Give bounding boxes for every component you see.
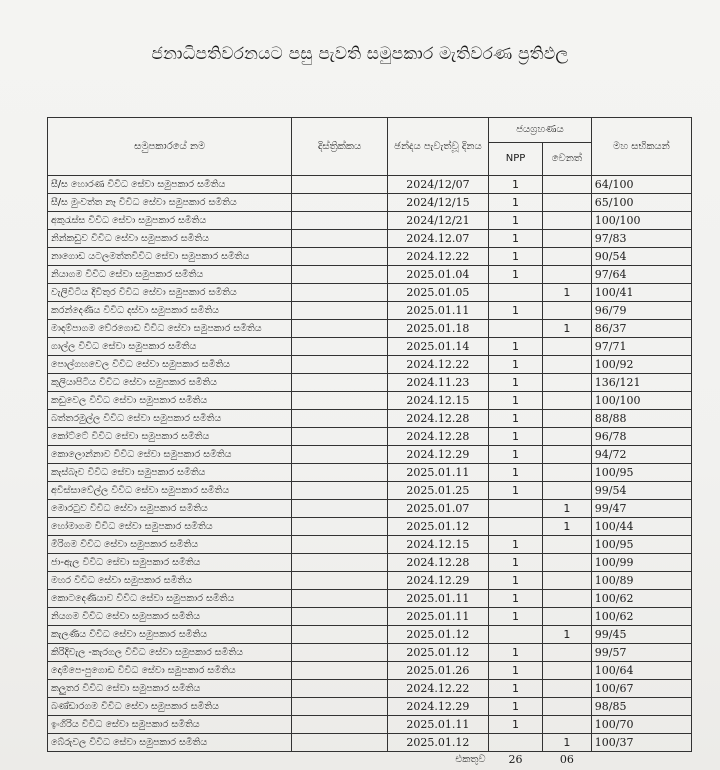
cell-district <box>292 284 387 302</box>
table-row <box>48 176 692 194</box>
cell-name: බණ්ඩාරගම විවිධ සේවා සමුපකාර සමිතිය <box>48 698 292 716</box>
cell-score: 90/54 <box>591 248 691 266</box>
cell-npp <box>489 734 543 752</box>
cell-name: කොලොන්නාව විවිධ සේවා සමුපකාර සමිතිය <box>48 446 292 464</box>
table-row <box>48 464 692 482</box>
cell-name: කලුතර විවිධ සේවා සමුපකාර සමිතිය <box>48 680 292 698</box>
cell-district <box>292 338 387 356</box>
cell-score: 88/88 <box>591 410 691 428</box>
cell-date: 2024.12.28 <box>387 410 488 428</box>
cell-district <box>292 230 387 248</box>
cell-name: මහර විවිධ සේවා සමුපකාර සමිතිය <box>48 572 292 590</box>
cell-score: 97/71 <box>591 338 691 356</box>
table-row <box>48 680 692 698</box>
cell-score: 100/92 <box>591 356 691 374</box>
cell-npp: 1 <box>489 392 543 410</box>
cell-date: 2025.01.11 <box>387 608 488 626</box>
cell-other <box>542 446 591 464</box>
cell-npp <box>489 518 543 536</box>
header-date: ඡන්දය පැවැත්වූ දිනය <box>387 118 488 176</box>
table-row <box>48 338 692 356</box>
cell-score: 99/57 <box>591 644 691 662</box>
cell-npp: 1 <box>489 176 543 194</box>
cell-other <box>542 410 591 428</box>
table-row <box>48 608 692 626</box>
cell-name: කඩුවෙල විවිධ සේවා සමුපකාර සමිතිය <box>48 392 292 410</box>
cell-name: පොල්ගහවෙල විවිධ සේවා සමුපකාර සමිතිය <box>48 356 292 374</box>
cell-score: 100/62 <box>591 590 691 608</box>
cell-date: 2024/12/21 <box>387 212 488 230</box>
cell-date: 2024.12.29 <box>387 698 488 716</box>
table-row <box>48 248 692 266</box>
cell-npp: 1 <box>489 698 543 716</box>
cell-name: කරන්දෙණිය විවිධ දස්වා සමුපකාර සමිතිය <box>48 302 292 320</box>
cell-other <box>542 176 591 194</box>
cell-district <box>292 572 387 590</box>
cell-district <box>292 194 387 212</box>
cell-name: නියගම විවිධ සේවා සමුපකාර සමිතිය <box>48 608 292 626</box>
cell-district <box>292 716 387 734</box>
cell-other <box>542 482 591 500</box>
cell-other <box>542 212 591 230</box>
header-other: වෙනත් <box>542 143 591 176</box>
cell-date: 2024.12.15 <box>387 392 488 410</box>
cell-date: 2025.01.04 <box>387 266 488 284</box>
cell-name: බේරුවල විවිධ සේවා සමුපකාර සමිතිය <box>48 734 292 752</box>
table-row <box>48 266 692 284</box>
cell-score: 100/67 <box>591 680 691 698</box>
cell-other <box>542 698 591 716</box>
header-wins: ජයග්‍රහණය <box>489 118 592 143</box>
cell-npp: 1 <box>489 572 543 590</box>
header-district: දිස්ත්‍රික්කය <box>292 118 387 176</box>
cell-name: හෝමාගම විවිධ සේවා සමුපකාර සමිතිය <box>48 518 292 536</box>
cell-npp: 1 <box>489 266 543 284</box>
cell-district <box>292 464 387 482</box>
cell-npp: 1 <box>489 662 543 680</box>
table-row <box>48 626 692 644</box>
cell-name: කුලියාපිටිය විවිධ සේවා සමුපකාර සමිතිය <box>48 374 292 392</box>
table-row <box>48 410 692 428</box>
cell-district <box>292 302 387 320</box>
cell-score: 65/100 <box>591 194 691 212</box>
cell-district <box>292 392 387 410</box>
cell-name: කැස්බෑව විවිධ සේවා සමුපකාර සමිතිය <box>48 464 292 482</box>
cell-score: 99/45 <box>591 626 691 644</box>
cell-name: මොරටුව විවිධ සේවා සමුපකාර සමිතිය <box>48 500 292 518</box>
table-body <box>48 176 692 752</box>
totals-other: 06 <box>559 753 574 766</box>
cell-score: 96/78 <box>591 428 691 446</box>
cell-other <box>542 374 591 392</box>
cell-name: කැලණිය විවිධ සේවා සමුපකාර සමිතිය <box>48 626 292 644</box>
cell-other <box>542 554 591 572</box>
totals-row <box>48 752 692 769</box>
cell-other <box>542 302 591 320</box>
header-score: මහ සභිකයන් <box>591 118 691 176</box>
cell-other <box>542 644 591 662</box>
cell-name: මීරිගම විවිධ සේවා සමුපකාර සමිතිය <box>48 536 292 554</box>
cell-name: කිරිදිවැල -කැරගල විවිධ සේවා සමුපකාර සමිතිය <box>48 644 292 662</box>
cell-npp: 1 <box>489 680 543 698</box>
cell-other <box>542 716 591 734</box>
cell-district <box>292 698 387 716</box>
cell-npp: 1 <box>489 374 543 392</box>
cell-npp: 1 <box>489 212 543 230</box>
cell-district <box>292 554 387 572</box>
cell-name: සී/ස හොරණ විවිධ සේවා සමුපකාර සමිතිය <box>48 176 292 194</box>
cell-other <box>542 248 591 266</box>
cell-npp: 1 <box>489 230 543 248</box>
cell-date: 2025.01.12 <box>387 518 488 536</box>
cell-district <box>292 518 387 536</box>
cell-score: 99/54 <box>591 482 691 500</box>
cell-score: 100/95 <box>591 464 691 482</box>
cell-district <box>292 626 387 644</box>
table-row <box>48 554 692 572</box>
cell-date: 2025.01.12 <box>387 626 488 644</box>
cell-score: 100/41 <box>591 284 691 302</box>
cell-date: 2025.01.11 <box>387 716 488 734</box>
table-row <box>48 320 692 338</box>
cell-npp: 1 <box>489 536 543 554</box>
cell-district <box>292 212 387 230</box>
cell-other: 1 <box>542 518 591 536</box>
cell-npp: 1 <box>489 446 543 464</box>
cell-date: 2025.01.12 <box>387 734 488 752</box>
cell-date: 2025.01.25 <box>387 482 488 500</box>
cell-score: 99/47 <box>591 500 691 518</box>
cell-name: දොම්පෙ-පුගොඩ විවිධ සේවා සමුපකාර සමිතිය <box>48 662 292 680</box>
cell-date: 2024.12.07 <box>387 230 488 248</box>
cell-other <box>542 230 591 248</box>
cell-npp: 1 <box>489 410 543 428</box>
table-row <box>48 194 692 212</box>
cell-date: 2025.01.18 <box>387 320 488 338</box>
cell-npp: 1 <box>489 644 543 662</box>
cell-date: 2024.12.29 <box>387 572 488 590</box>
cell-name: බත්තරමුල්ල විවිධ සේවා සමුපකාර සමිතිය <box>48 410 292 428</box>
cell-district <box>292 428 387 446</box>
table-row <box>48 734 692 752</box>
table-row <box>48 212 692 230</box>
table-row <box>48 572 692 590</box>
cell-district <box>292 248 387 266</box>
cell-name: ගාල්ල විවිධ සේවා සමුපකාර සමිතිය <box>48 338 292 356</box>
cell-name: ජා-ඇල විවිධ සේවා සමුපකාර සමිතිය <box>48 554 292 572</box>
cell-score: 100/37 <box>591 734 691 752</box>
cell-npp: 1 <box>489 338 543 356</box>
cell-score: 100/100 <box>591 212 691 230</box>
cell-date: 2024/12/07 <box>387 176 488 194</box>
cell-score: 94/72 <box>591 446 691 464</box>
header-row <box>48 118 692 143</box>
cell-other <box>542 662 591 680</box>
table-row <box>48 284 692 302</box>
cell-other <box>542 590 591 608</box>
cell-district <box>292 536 387 554</box>
cell-date: 2024.12.29 <box>387 446 488 464</box>
cell-npp: 1 <box>489 554 543 572</box>
cell-district <box>292 500 387 518</box>
table-row <box>48 374 692 392</box>
totals-npp: 26 <box>508 753 523 766</box>
cell-npp: 1 <box>489 608 543 626</box>
cell-other <box>542 536 591 554</box>
cell-district <box>292 482 387 500</box>
table-row <box>48 500 692 518</box>
cell-other <box>542 338 591 356</box>
cell-other <box>542 356 591 374</box>
cell-name: වැලිවිටිය දිවිතුර විවිධ සේවා සමුපකාර සමිතිය <box>48 284 292 302</box>
cell-npp: 1 <box>489 482 543 500</box>
header-name: සමුපකාරයේ නම <box>48 118 292 176</box>
cell-npp <box>489 320 543 338</box>
cell-name: අවිස්සාවේල්ල විවිධ සේවා සමුපකාර සමිතිය <box>48 482 292 500</box>
cell-date: 2025.01.11 <box>387 302 488 320</box>
cell-date: 2025.01.11 <box>387 464 488 482</box>
cell-district <box>292 446 387 464</box>
cell-name: කොටදෙණියාව විවිධ සේවා සමුපකාර සමිතිය <box>48 590 292 608</box>
cell-date: 2025.01.14 <box>387 338 488 356</box>
cell-other <box>542 680 591 698</box>
table-row <box>48 698 692 716</box>
table-row <box>48 644 692 662</box>
cell-other <box>542 464 591 482</box>
table-row <box>48 590 692 608</box>
cell-district <box>292 644 387 662</box>
cell-district <box>292 680 387 698</box>
cell-other <box>542 392 591 410</box>
cell-other <box>542 266 591 284</box>
table-row <box>48 230 692 248</box>
cell-name: කෝට්ටේ විවිධ සේවා සමුපකාර සමිතිය <box>48 428 292 446</box>
cell-date: 2024.12.22 <box>387 248 488 266</box>
cell-score: 136/121 <box>591 374 691 392</box>
cell-other: 1 <box>542 320 591 338</box>
cell-district <box>292 590 387 608</box>
cell-date: 2024.12.15 <box>387 536 488 554</box>
page-title: ජනාධිපතිවරනයට පසු පැවති සමුපකාර මැතිවරණ ප්‍රතිඵල <box>151 44 569 64</box>
cell-other <box>542 428 591 446</box>
table-row <box>48 482 692 500</box>
table-row <box>48 716 692 734</box>
cell-date: 2024.12.28 <box>387 428 488 446</box>
cell-other <box>542 572 591 590</box>
table-row <box>48 428 692 446</box>
cell-score: 100/95 <box>591 536 691 554</box>
cell-date: 2024.12.22 <box>387 356 488 374</box>
results-table <box>47 117 692 768</box>
cell-district <box>292 662 387 680</box>
cell-npp: 1 <box>489 356 543 374</box>
cell-district <box>292 734 387 752</box>
cell-score: 100/62 <box>591 608 691 626</box>
cell-npp <box>489 284 543 302</box>
cell-date: 2024.11.23 <box>387 374 488 392</box>
cell-other <box>542 194 591 212</box>
table-row <box>48 392 692 410</box>
cell-name: නින්කඩුව විවිධ සේවා සමුපකාර සමිතිය <box>48 230 292 248</box>
cell-date: 2025.01.05 <box>387 284 488 302</box>
cell-npp: 1 <box>489 428 543 446</box>
header-npp: NPP <box>489 143 543 176</box>
cell-district <box>292 266 387 284</box>
cell-score: 86/37 <box>591 320 691 338</box>
cell-date: 2025.01.12 <box>387 644 488 662</box>
cell-other: 1 <box>542 626 591 644</box>
cell-district <box>292 374 387 392</box>
cell-date: 2025.01.07 <box>387 500 488 518</box>
cell-score: 100/64 <box>591 662 691 680</box>
table-row <box>48 446 692 464</box>
cell-npp: 1 <box>489 716 543 734</box>
cell-score: 100/100 <box>591 392 691 410</box>
cell-npp: 1 <box>489 590 543 608</box>
cell-score: 64/100 <box>591 176 691 194</box>
cell-date: 2024.12.22 <box>387 680 488 698</box>
cell-npp: 1 <box>489 194 543 212</box>
cell-district <box>292 320 387 338</box>
totals-label: එකතුව <box>455 754 486 765</box>
cell-npp: 1 <box>489 302 543 320</box>
table-row <box>48 356 692 374</box>
cell-district <box>292 176 387 194</box>
cell-name: නාගොඩ යටලමත්තවිවිධ සේවා සමුපකාර සමිතිය <box>48 248 292 266</box>
cell-other <box>542 608 591 626</box>
cell-npp <box>489 626 543 644</box>
cell-score: 100/99 <box>591 554 691 572</box>
table-row <box>48 536 692 554</box>
cell-date: 2025.01.26 <box>387 662 488 680</box>
table-row <box>48 518 692 536</box>
cell-other: 1 <box>542 734 591 752</box>
cell-name: අකුරැස්ස විවිධ සේවා සමුපකාර සමිතිය <box>48 212 292 230</box>
cell-name: සී/ස මුංවත්ත නෑ විවිධ සේවා සමුපකාර සමිතිය <box>48 194 292 212</box>
cell-npp: 1 <box>489 248 543 266</box>
cell-district <box>292 356 387 374</box>
cell-date: 2025.01.11 <box>387 590 488 608</box>
cell-date: 2024/12/15 <box>387 194 488 212</box>
cell-score: 100/44 <box>591 518 691 536</box>
cell-name: මාදම්පාගම වේරගොඩ විවිධ සේවා සමුපකාර සමිතිය <box>48 320 292 338</box>
table-row <box>48 662 692 680</box>
cell-score: 100/89 <box>591 572 691 590</box>
cell-score: 100/70 <box>591 716 691 734</box>
cell-score: 97/83 <box>591 230 691 248</box>
cell-other: 1 <box>542 500 591 518</box>
cell-name: ඉංගිරිය විවිධ සේවා සමුපකාර සමිතිය <box>48 716 292 734</box>
cell-score: 98/85 <box>591 698 691 716</box>
table-row <box>48 302 692 320</box>
cell-other: 1 <box>542 284 591 302</box>
cell-npp: 1 <box>489 464 543 482</box>
cell-date: 2024.12.28 <box>387 554 488 572</box>
cell-district <box>292 608 387 626</box>
cell-score: 97/64 <box>591 266 691 284</box>
cell-district <box>292 410 387 428</box>
cell-score: 96/79 <box>591 302 691 320</box>
cell-npp <box>489 500 543 518</box>
cell-name: නියාගම විවිධ සේවා සමුපකාර සමිතිය <box>48 266 292 284</box>
